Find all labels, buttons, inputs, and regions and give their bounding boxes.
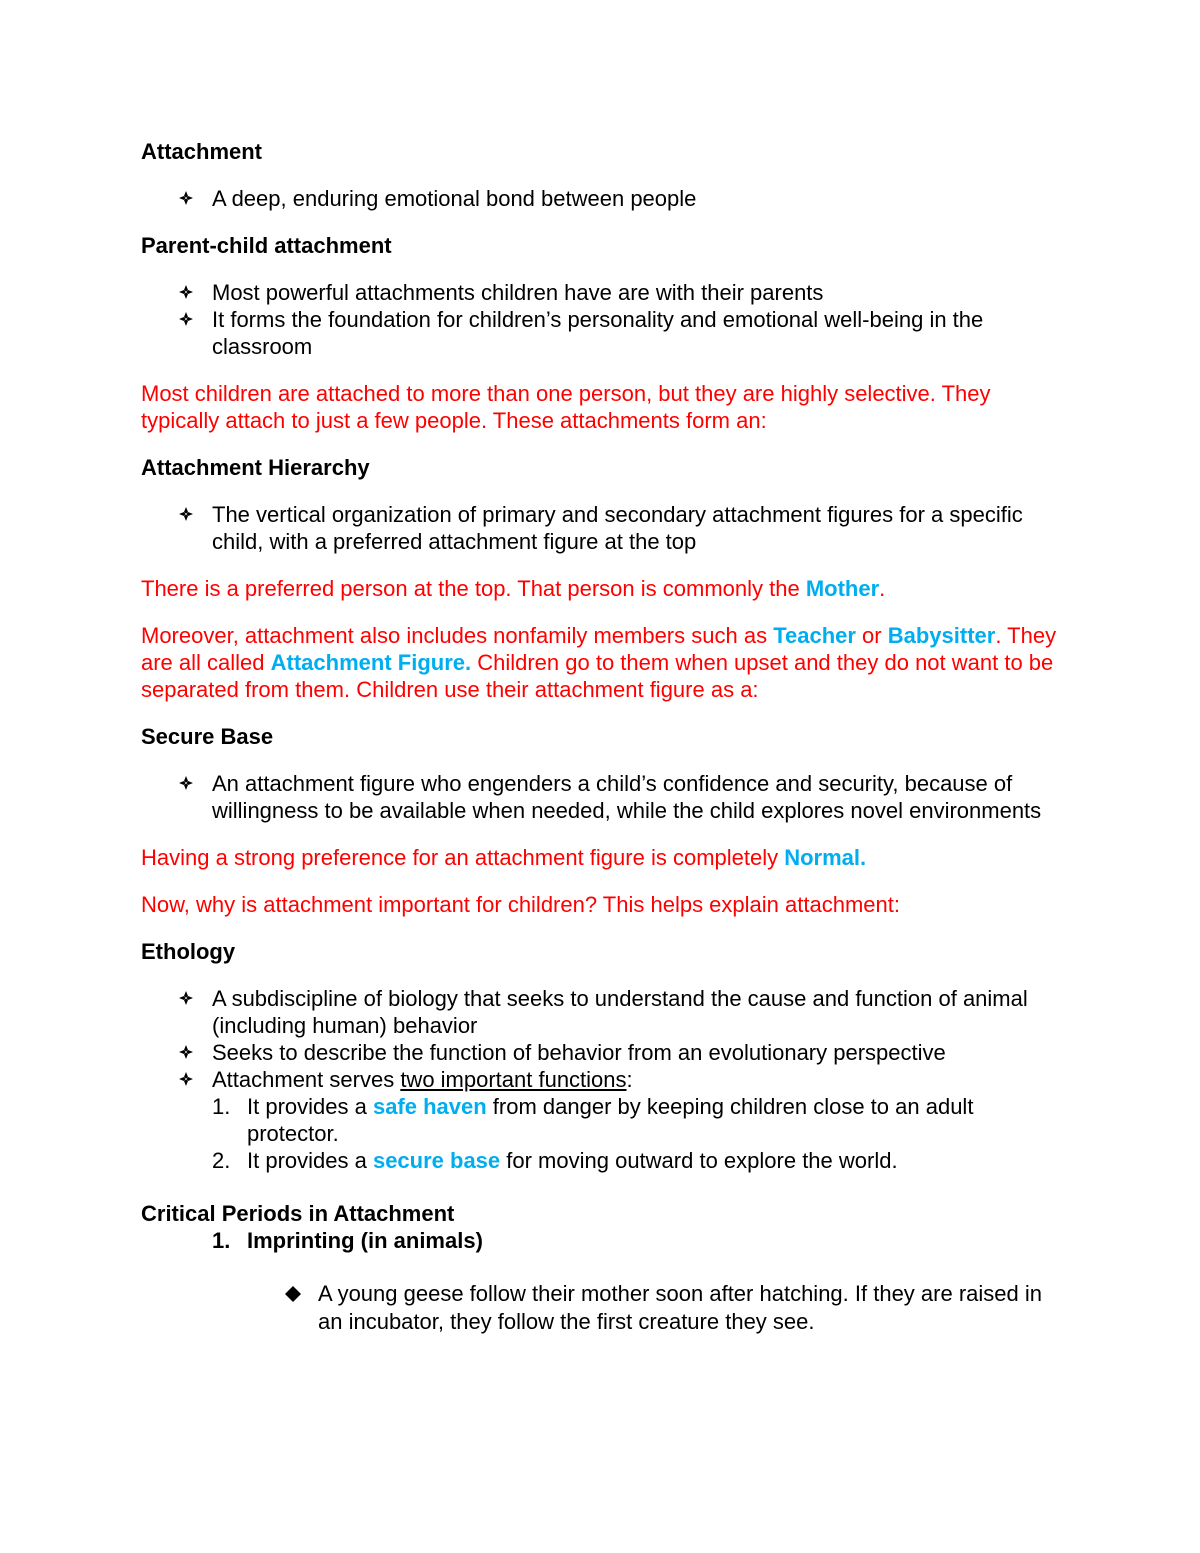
heading-ethology: Ethology	[141, 939, 236, 964]
heading-secure-base: Secure Base	[141, 724, 274, 749]
diamond-bullet-icon	[178, 1044, 194, 1060]
list-item: 1. It provides a safe haven from danger by keeping children close to an adult protector.	[212, 1094, 974, 1146]
diamond-bullet-icon	[283, 1284, 303, 1304]
note-preferred-person: There is a preferred person at the top. That person is commonly the Mother.	[141, 576, 886, 601]
list-item: Attachment serves two important functions: 1. It provides a safe haven from danger by keeping children close to an adult protector. 2. It provides a secure base for moving outward to explore the world.	[141, 1066, 1061, 1174]
diamond-bullet-icon	[178, 775, 194, 791]
list-item: A deep, enduring emotional bond between people	[141, 185, 1061, 212]
note-why-important: Now, why is attachment important for children? This helps explain attachment:	[141, 892, 900, 917]
diamond-bullet-icon	[178, 1071, 194, 1087]
list-item: 2. It provides a secure base for moving outward to explore the world.	[212, 1148, 898, 1173]
parent-child-bullets	[141, 279, 1061, 360]
list-item: A subdiscipline of biology that seeks to understand the cause and function of animal (including human) behavior	[141, 985, 1061, 1039]
diamond-bullet-icon	[178, 190, 194, 206]
heading-parent-child: Parent-child attachment	[141, 233, 392, 258]
secure-base-bullets	[141, 770, 1061, 824]
highlight-secure-base: secure base	[372, 1148, 501, 1173]
note-selective: Most children are attached to more than one person, but they are highly selective. They typically attach to just a few people. These attachments form an:	[141, 381, 991, 433]
note-nonfamily: Moreover, attachment also includes nonfamily members such as Teacher or Babysitter. They are all called Attachment Figure. Children go to them when upset and they do not want to be separated from them. Children use their attachment figure as a:	[141, 623, 1057, 702]
list-item: An attachment figure who engenders a child’s confidence and security, because of willingness to be available when needed, while the child explores novel environments	[141, 770, 1061, 824]
highlight-normal: Normal.	[784, 845, 867, 870]
document-page	[141, 138, 1061, 1356]
heading-hierarchy: Attachment Hierarchy	[141, 455, 370, 480]
highlight-teacher: Teacher	[773, 623, 856, 648]
heading-critical-periods: Critical Periods in Attachment	[141, 1201, 455, 1226]
highlight-attachment-figure: Attachment Figure.	[270, 650, 472, 675]
highlight-safe-haven: safe haven	[372, 1094, 487, 1119]
list-item: Seeks to describe the function of behavior from an evolutionary perspective	[141, 1039, 1061, 1066]
highlight-mother: Mother	[805, 576, 880, 601]
imprinting-item: 1. Imprinting (in animals)	[212, 1228, 483, 1253]
functions-list	[141, 1093, 1061, 1174]
diamond-bullet-icon	[178, 506, 194, 522]
note-normal: Having a strong preference for an attachment figure is completely Normal.	[141, 845, 867, 870]
list-item: The vertical organization of primary and secondary attachment figures for a specific child, with a preferred attachment figure at the top	[141, 501, 1061, 555]
imprinting-bullets	[141, 1280, 1061, 1336]
list-item: A young geese follow their mother soon after hatching. If they are raised in an incubator, they follow the first creature they see.	[141, 1280, 1061, 1336]
diamond-bullet-icon	[178, 311, 194, 327]
hierarchy-bullets	[141, 501, 1061, 555]
heading-attachment: Attachment	[141, 139, 263, 164]
highlight-babysitter: Babysitter	[887, 623, 996, 648]
ethology-bullets	[141, 985, 1061, 1174]
diamond-bullet-icon	[178, 284, 194, 300]
underlined-two-functions: two important functions	[400, 1067, 627, 1092]
list-item: It forms the foundation for children’s personality and emotional well-being in the classroom	[141, 306, 1061, 360]
attachment-bullets	[141, 185, 1061, 212]
diamond-bullet-icon	[178, 990, 194, 1006]
list-item: Most powerful attachments children have are with their parents	[141, 279, 1061, 306]
